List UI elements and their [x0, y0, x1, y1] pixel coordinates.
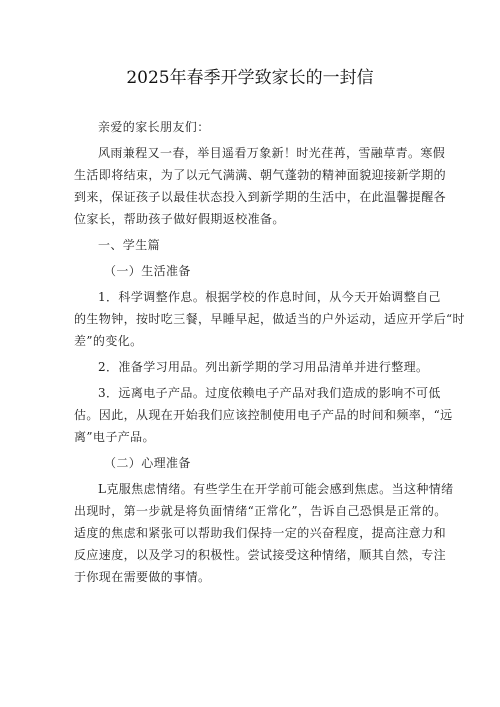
text-line: 离”电子产品。: [74, 430, 155, 444]
text-line: 1．科学调整作息。根据学校的作息时间，从今天开始调整自己: [98, 290, 441, 304]
text-line: 到来，保证孩子以最佳状态投入到新学期的生活中，在此温馨提醒各: [74, 190, 447, 204]
text-line: 生活即将结束，为了以元气满满、朝气蓬勃的精神面貌迎接新学期的: [74, 168, 447, 182]
list-item-supplies: 2．准备学习用品。列出新学期的学习用品清单并进行整理。: [98, 360, 429, 374]
text-line: 3．远离电子产品。过度依赖电子产品对我们造成的影响不可低: [98, 386, 441, 400]
text-line: 于你现在需要做的事情。: [74, 570, 211, 584]
letter-body: [74, 120, 465, 592]
anxiety-paragraph: [74, 482, 454, 592]
page-title: 2025年春季开学致家长的一封信: [126, 68, 374, 88]
text-line: 适度的焦虑和紧张可以帮助我们保持一定的兴奋程度，提高注意力和: [74, 526, 447, 540]
text-line: 反应速度，以及学习的积极性。尝试接受这种情绪，顺其自然，专注: [74, 548, 447, 562]
salutation: 亲爱的家长朋友们：: [98, 120, 210, 134]
text-line: 出现时，第一步就是将负面情绪“正常化”，告诉自己恐惧是正常的。: [74, 504, 447, 518]
text-line: 估。因此，从现在开始我们应该控制使用电子产品的时间和频率，“远: [74, 408, 453, 422]
text-line: 的生物钟，按时吃三餐，早睡早起，做适当的户外运动，适应开学后“时: [74, 312, 465, 326]
text-line: 差”的变化。: [74, 334, 143, 348]
list-item-schedule: [74, 290, 465, 356]
subsection-heading-mental: （二）心理准备: [104, 456, 191, 470]
intro-paragraph: [74, 146, 447, 234]
section-heading-students: 一、学生篇: [98, 238, 161, 252]
list-item-electronics: [74, 386, 453, 452]
text-line: L克服焦虑情绪。有些学生在开学前可能会感到焦虑。当这种情绪: [98, 482, 454, 496]
text-line: 风雨兼程又一春，举目遥看万象新！时光荏苒，雪融草青。寒假: [98, 146, 446, 160]
subsection-heading-life: （一）生活准备: [104, 264, 191, 278]
text-line: 位家长，帮助孩子做好假期返校准备。: [74, 212, 285, 226]
